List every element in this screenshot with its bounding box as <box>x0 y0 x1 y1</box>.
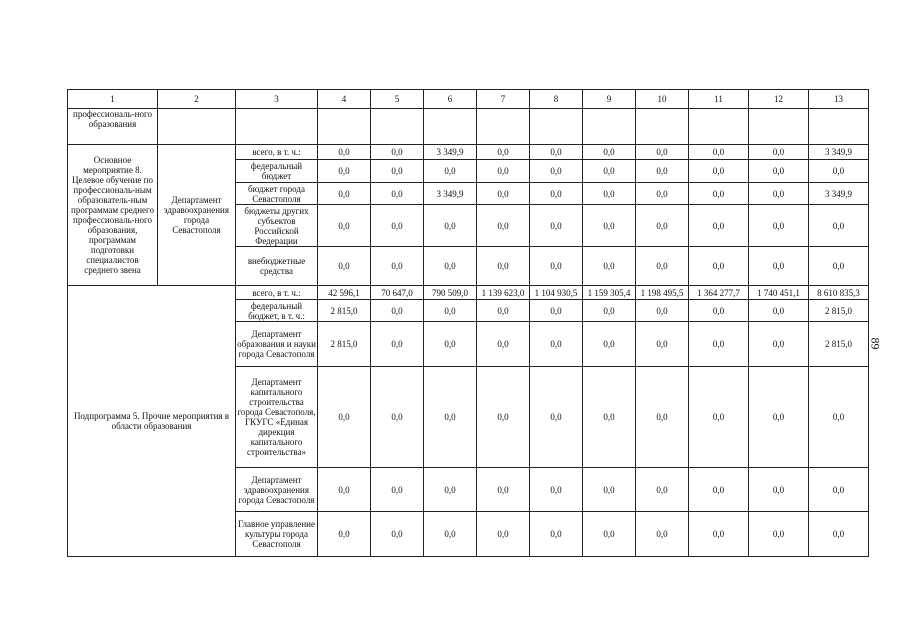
value-cell: 0,0 <box>636 205 689 247</box>
header-row <box>68 90 869 109</box>
value-cell: 0,0 <box>424 300 477 322</box>
value-cell: 0,0 <box>318 512 371 557</box>
value-cell: 0,0 <box>530 468 583 512</box>
value-cell: 0,0 <box>809 247 869 286</box>
column-header: 6 <box>424 90 477 109</box>
funding-source: федеральный бюджет, в т. ч.: <box>236 300 318 322</box>
value-cell: 8 610 835,3 <box>809 286 869 300</box>
value-cell: 0,0 <box>530 367 583 468</box>
funding-source: бюджеты других субъектов Российской Федерации <box>236 205 318 247</box>
value-cell: 0,0 <box>318 367 371 468</box>
value-cell: 70 647,0 <box>371 286 424 300</box>
value-cell: 0,0 <box>371 300 424 322</box>
value-cell: 0,0 <box>477 367 530 468</box>
column-header: 9 <box>583 90 636 109</box>
column-header: 12 <box>749 90 809 109</box>
value-cell: 0,0 <box>318 183 371 205</box>
value-cell: 0,0 <box>749 145 809 160</box>
page-number: 89 <box>868 337 883 350</box>
value-cell: 0,0 <box>477 205 530 247</box>
funding-source: федеральный бюджет <box>236 160 318 183</box>
value-cell: 0,0 <box>689 145 749 160</box>
funding-source: бюджет города Севастополя <box>236 183 318 205</box>
value-cell: 0,0 <box>371 183 424 205</box>
column-header: 5 <box>371 90 424 109</box>
value-cell: 1 159 305,4 <box>583 286 636 300</box>
budget-table <box>67 89 869 557</box>
value-cell: 1 139 623,0 <box>477 286 530 300</box>
table-cell <box>583 109 636 145</box>
value-cell: 0,0 <box>530 145 583 160</box>
column-header: 13 <box>809 90 869 109</box>
value-cell: 0,0 <box>371 247 424 286</box>
value-cell: 0,0 <box>424 322 477 367</box>
value-cell: 0,0 <box>371 512 424 557</box>
subprogram-name: Подпрограмма 5. Прочие мероприятия в области образования <box>68 286 236 557</box>
value-cell: 0,0 <box>371 367 424 468</box>
value-cell: 0,0 <box>530 300 583 322</box>
table-cell <box>749 109 809 145</box>
value-cell: 0,0 <box>583 512 636 557</box>
column-header: 3 <box>236 90 318 109</box>
value-cell: 0,0 <box>749 205 809 247</box>
value-cell: 0,0 <box>689 247 749 286</box>
value-cell: 0,0 <box>424 247 477 286</box>
value-cell: 0,0 <box>477 468 530 512</box>
value-cell: 0,0 <box>636 160 689 183</box>
value-cell: 0,0 <box>477 247 530 286</box>
value-cell: 0,0 <box>749 300 809 322</box>
value-cell: 42 596,1 <box>318 286 371 300</box>
value-cell: 3 349,9 <box>809 145 869 160</box>
value-cell: 0,0 <box>318 145 371 160</box>
value-cell: 0,0 <box>371 160 424 183</box>
value-cell: 0,0 <box>636 247 689 286</box>
value-cell: 0,0 <box>583 300 636 322</box>
value-cell: 0,0 <box>749 183 809 205</box>
table-cell <box>318 109 371 145</box>
value-cell: 0,0 <box>371 205 424 247</box>
value-cell: 0,0 <box>636 468 689 512</box>
value-cell: 0,0 <box>636 183 689 205</box>
row-title: профессиональ-ного образования <box>68 109 158 145</box>
value-cell: 0,0 <box>424 205 477 247</box>
table-cell <box>424 109 477 145</box>
funding-source: Главное управление культуры города Севастополя <box>236 512 318 557</box>
value-cell: 3 349,9 <box>424 183 477 205</box>
value-cell: 0,0 <box>749 367 809 468</box>
value-cell: 0,0 <box>583 205 636 247</box>
value-cell: 0,0 <box>636 512 689 557</box>
value-cell: 0,0 <box>689 205 749 247</box>
value-cell: 0,0 <box>318 468 371 512</box>
value-cell: 0,0 <box>530 183 583 205</box>
value-cell: 0,0 <box>749 512 809 557</box>
value-cell: 0,0 <box>809 205 869 247</box>
value-cell: 0,0 <box>636 322 689 367</box>
value-cell: 1 104 930,5 <box>530 286 583 300</box>
value-cell: 2 815,0 <box>318 322 371 367</box>
column-header: 7 <box>477 90 530 109</box>
column-header: 4 <box>318 90 371 109</box>
value-cell: 0,0 <box>477 145 530 160</box>
value-cell: 0,0 <box>689 367 749 468</box>
table-cell <box>530 109 583 145</box>
value-cell: 0,0 <box>371 468 424 512</box>
value-cell: 0,0 <box>809 367 869 468</box>
table-cell <box>158 109 236 145</box>
column-header: 1 <box>68 90 158 109</box>
table-cell <box>477 109 530 145</box>
value-cell: 0,0 <box>689 512 749 557</box>
value-cell: 0,0 <box>424 468 477 512</box>
value-cell: 0,0 <box>530 322 583 367</box>
value-cell: 0,0 <box>530 512 583 557</box>
value-cell: 0,0 <box>689 300 749 322</box>
value-cell: 790 509,0 <box>424 286 477 300</box>
value-cell: 0,0 <box>318 247 371 286</box>
value-cell: 0,0 <box>583 322 636 367</box>
funding-source: внебюджетные средства <box>236 247 318 286</box>
value-cell: 0,0 <box>371 145 424 160</box>
value-cell: 0,0 <box>583 183 636 205</box>
value-cell: 0,0 <box>749 247 809 286</box>
value-cell: 0,0 <box>583 160 636 183</box>
value-cell: 0,0 <box>583 247 636 286</box>
value-cell: 0,0 <box>583 145 636 160</box>
value-cell: 0,0 <box>318 160 371 183</box>
value-cell: 2 815,0 <box>809 322 869 367</box>
value-cell: 0,0 <box>809 468 869 512</box>
value-cell: 0,0 <box>477 160 530 183</box>
value-cell: 0,0 <box>636 300 689 322</box>
value-cell: 0,0 <box>424 160 477 183</box>
value-cell: 0,0 <box>371 322 424 367</box>
value-cell: 0,0 <box>477 300 530 322</box>
value-cell: 0,0 <box>477 512 530 557</box>
value-cell: 3 349,9 <box>424 145 477 160</box>
value-cell: 0,0 <box>424 512 477 557</box>
value-cell: 0,0 <box>689 468 749 512</box>
value-cell: 1 364 277,7 <box>689 286 749 300</box>
funding-source: всего, в т. ч.: <box>236 145 318 160</box>
column-header: 10 <box>636 90 689 109</box>
table-row <box>68 286 869 300</box>
value-cell: 0,0 <box>477 183 530 205</box>
value-cell: 0,0 <box>477 322 530 367</box>
funding-source: Департамент здравоохранения города Севастополя <box>236 468 318 512</box>
funding-source: Департамент капитального строительства города Севастополя, ГКУГС «Единая дирекция капитального строительства» <box>236 367 318 468</box>
value-cell: 0,0 <box>318 205 371 247</box>
value-cell: 2 815,0 <box>809 300 869 322</box>
value-cell: 0,0 <box>689 322 749 367</box>
value-cell: 0,0 <box>689 183 749 205</box>
column-header: 8 <box>530 90 583 109</box>
value-cell: 0,0 <box>424 367 477 468</box>
value-cell: 1 198 495,5 <box>636 286 689 300</box>
value-cell: 0,0 <box>583 468 636 512</box>
value-cell: 0,0 <box>636 367 689 468</box>
table-cell <box>371 109 424 145</box>
value-cell: 0,0 <box>530 247 583 286</box>
value-cell: 0,0 <box>749 468 809 512</box>
table-cell <box>236 109 318 145</box>
table-cell <box>636 109 689 145</box>
column-header: 2 <box>158 90 236 109</box>
funding-source: всего, в т. ч.: <box>236 286 318 300</box>
value-cell: 3 349,9 <box>809 183 869 205</box>
value-cell: 0,0 <box>530 205 583 247</box>
funding-source: Департамент образования и науки города Севастополя <box>236 322 318 367</box>
value-cell: 0,0 <box>809 512 869 557</box>
value-cell: 0,0 <box>749 322 809 367</box>
value-cell: 0,0 <box>530 160 583 183</box>
executor: Департамент здравоохранения города Севастополя <box>158 145 236 286</box>
table-row <box>68 109 869 145</box>
table-row <box>68 145 869 160</box>
table-cell <box>689 109 749 145</box>
column-header: 11 <box>689 90 749 109</box>
activity-name: Основное мероприятие 8. Целевое обучение по профессиональ-ным образователь-ным программам среднего профессиональ-ного образования, программам подготовки специалистов среднего звена <box>68 145 158 286</box>
value-cell: 0,0 <box>689 160 749 183</box>
value-cell: 0,0 <box>809 160 869 183</box>
value-cell: 1 740 451,1 <box>749 286 809 300</box>
value-cell: 0,0 <box>749 160 809 183</box>
value-cell: 0,0 <box>583 367 636 468</box>
table-cell <box>809 109 869 145</box>
value-cell: 2 815,0 <box>318 300 371 322</box>
value-cell: 0,0 <box>636 145 689 160</box>
